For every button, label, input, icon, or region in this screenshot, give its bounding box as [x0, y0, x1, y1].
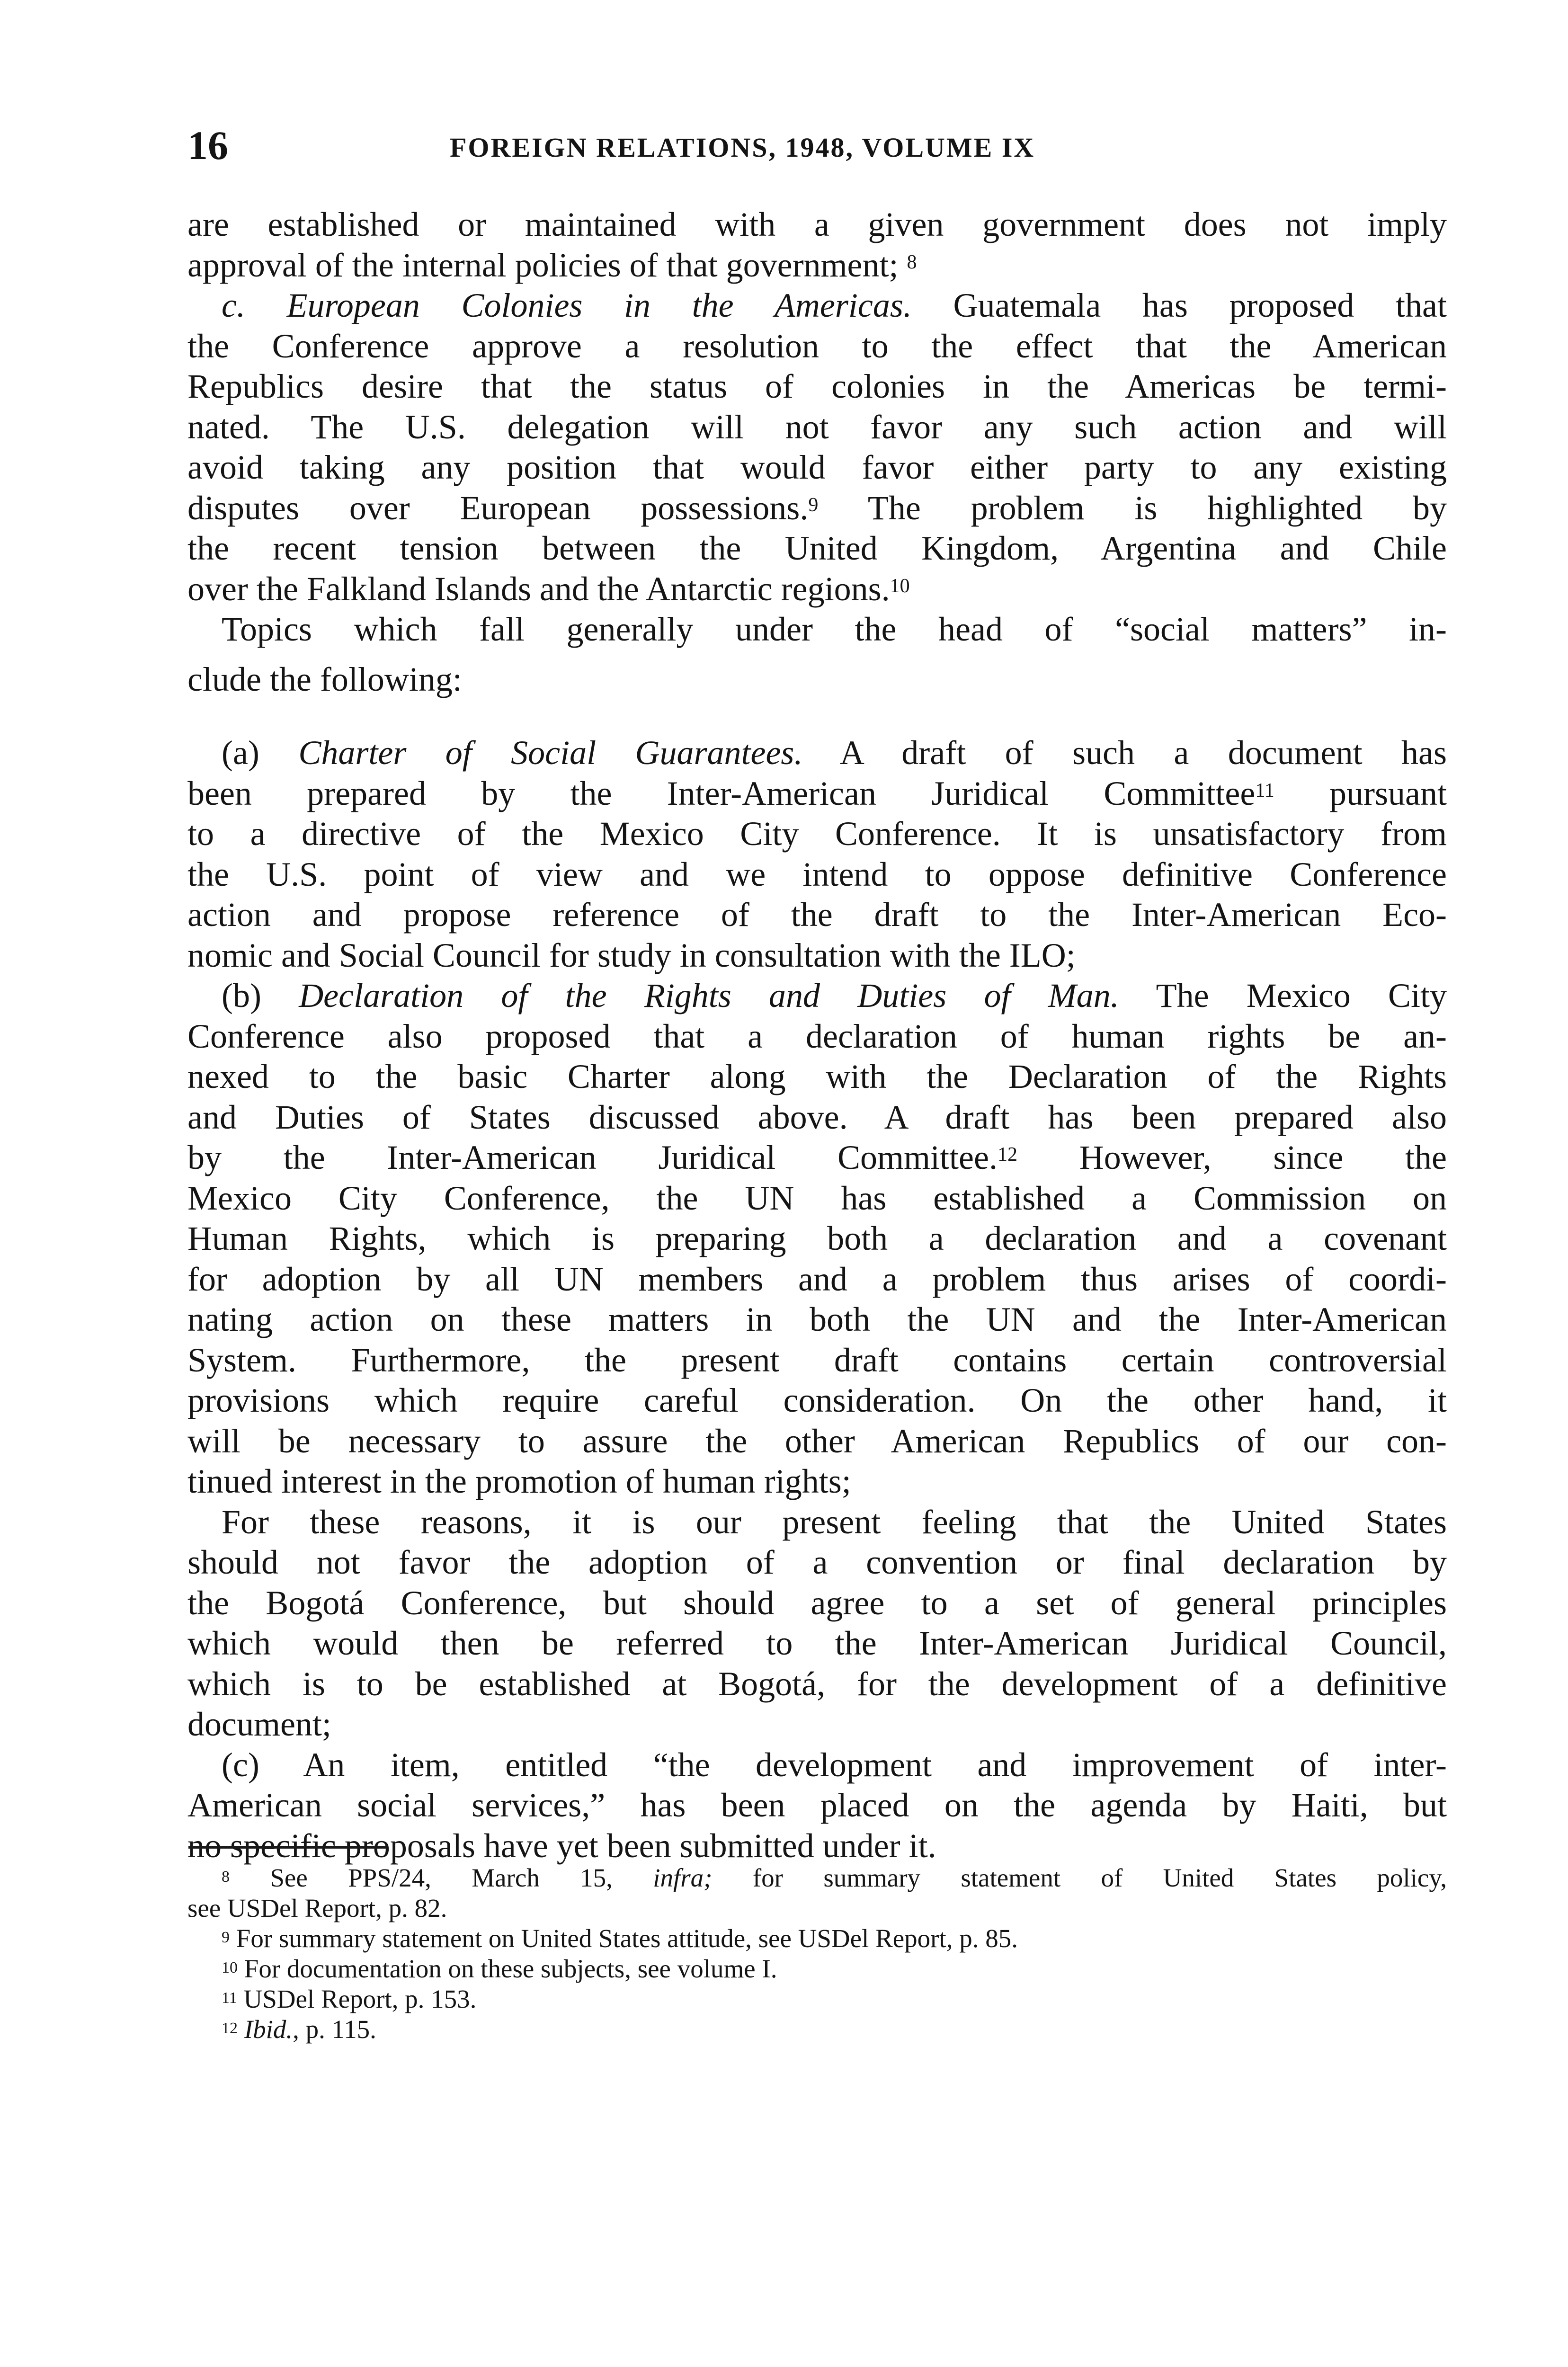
- text-span: Ibid.: [244, 2015, 293, 2044]
- section-label: Declaration of the Rights and Duties of Man.: [299, 977, 1119, 1014]
- text-line: to a directive of the Mexico City Conference. It is unsatisfactory from: [187, 815, 1447, 853]
- text-line: [187, 285, 1447, 326]
- text-line: should not favor the adoption of a convention or final declaration by: [187, 1543, 1447, 1581]
- footnote-divider: [188, 1846, 387, 1849]
- page-number: 16: [187, 123, 228, 168]
- item-prefix: (b): [222, 977, 299, 1014]
- text-line: nating action on these matters in both the UN and the Inter-American: [187, 1300, 1447, 1338]
- text-line: clude the following:: [187, 660, 462, 698]
- text-span: For summary statement on United States attitude, see USDel Report, p. 85.: [230, 1924, 1018, 1953]
- text-span: approval of the internal policies of that government;: [187, 246, 899, 284]
- text-line: [187, 976, 1447, 1016]
- text-span: by the Inter-American Juridical Committee.: [187, 1139, 998, 1176]
- text-line: and Duties of States discussed above. A draft has been prepared also: [187, 1098, 1447, 1136]
- footnote-ref-8[interactable]: 8: [907, 251, 917, 273]
- footnote-ref-12[interactable]: 12: [997, 1144, 1017, 1166]
- text-span: for summary statement of United States policy,: [712, 1863, 1447, 1892]
- footnote-number: 8: [222, 1868, 230, 1886]
- text-line: the recent tension between the United Kingdom, Argentina and Chile: [187, 529, 1447, 567]
- text-line: [187, 569, 1447, 610]
- text-span: However, since the: [1017, 1139, 1447, 1176]
- text-span: USDel Report, p. 153.: [237, 1984, 477, 2013]
- text-line: the Conference approve a resolution to the effect that the American: [187, 327, 1447, 365]
- footnote-8-continued: see USDel Report, p. 82.: [187, 1894, 447, 1922]
- text-line: Human Rights, which is preparing both a declaration and a covenant: [187, 1219, 1447, 1257]
- text-line: [187, 774, 1447, 814]
- footnote-number: 11: [222, 1989, 237, 2007]
- footnote-number: 12: [222, 2020, 238, 2037]
- text-span: For documentation on these subjects, see volume I.: [238, 1954, 777, 1983]
- text-span: disputes over European possessions.: [187, 489, 809, 527]
- text-line: Mexico City Conference, the UN has established a Commission on: [187, 1179, 1447, 1217]
- footnote-8: [187, 1863, 1447, 1893]
- running-head: [187, 119, 1428, 171]
- footnote-ref-11[interactable]: 11: [1255, 779, 1274, 801]
- text-line: nomic and Social Council for study in consultation with the ILO;: [187, 936, 1076, 974]
- text-line: American social services,” has been placed on the agenda by Haiti, but: [187, 1786, 1447, 1824]
- text-line: no specific proposals have yet been submitted under it.: [187, 1826, 936, 1865]
- text-span: infra;: [653, 1863, 713, 1892]
- section-label: c. European Colonies in the Americas.: [222, 286, 912, 324]
- text-line: Topics which fall generally under the head of “social matters” in-: [222, 610, 1447, 648]
- text-span: See PPS/24, March 15,: [230, 1863, 653, 1892]
- text-line: the U.S. point of view and we intend to oppose definitive Conference: [187, 855, 1447, 893]
- footnotes: [187, 1863, 1447, 2045]
- text-line: nexed to the basic Charter along with the Declaration of the Rights: [187, 1058, 1447, 1095]
- text-line: System. Furthermore, the present draft contains certain controversial: [187, 1341, 1447, 1379]
- item-prefix: (a): [222, 734, 299, 772]
- footnote-9: [187, 1923, 1447, 1954]
- text-line: avoid taking any position that would favor either party to any existing: [187, 448, 1447, 486]
- footnote-11: [187, 1984, 1447, 2014]
- text-line: Republics desire that the status of colonies in the Americas be termi-: [187, 367, 1447, 405]
- footnote-ref-9[interactable]: 9: [808, 494, 819, 516]
- text-line: for adoption by all UN members and a problem thus arises of coordi-: [187, 1260, 1447, 1298]
- text-line: provisions which require careful consideration. On the other hand, it: [187, 1381, 1447, 1419]
- footnote-number: 10: [222, 1959, 238, 1976]
- text-span: Guatemala has proposed that: [911, 286, 1447, 324]
- text-span: been prepared by the Inter-American Juridical Committee: [187, 774, 1256, 812]
- text-line: (c) An item, entitled “the development and improvement of inter-: [222, 1745, 1447, 1784]
- text-line: nated. The U.S. delegation will not favor any such action and will: [187, 408, 1447, 446]
- body-text: [187, 205, 1447, 1866]
- footnote-10: [187, 1954, 1447, 1984]
- footnote-number: 9: [222, 1929, 230, 1946]
- text-line: are established or maintained with a given government does not imply: [187, 205, 1447, 243]
- running-head-title: FOREIGN RELATIONS, 1948, VOLUME IX: [450, 132, 1035, 163]
- text-line: document;: [187, 1705, 331, 1743]
- section-label: Charter of Social Guarantees.: [298, 734, 803, 772]
- text-line: Conference also proposed that a declaration of human rights be an-: [187, 1017, 1447, 1055]
- footnote-12: [187, 2014, 1447, 2045]
- text-line: [187, 245, 1447, 286]
- text-span: pursuant: [1274, 774, 1447, 812]
- text-line: [187, 733, 1447, 774]
- text-line: which is to be established at Bogotá, for the development of a definitive: [187, 1664, 1447, 1703]
- text-line: tinued interest in the promotion of human rights;: [187, 1462, 851, 1500]
- text-span: The Mexico City: [1119, 977, 1447, 1014]
- text-span: A draft of such a document has: [802, 734, 1447, 772]
- text-line: will be necessary to assure the other American Republics of our con-: [187, 1422, 1447, 1460]
- text-span: , p. 115.: [293, 2015, 376, 2044]
- text-line: [187, 488, 1447, 529]
- text-line: the Bogotá Conference, but should agree to a set of general principles: [187, 1584, 1447, 1622]
- text-line: which would then be referred to the Inter-American Juridical Council,: [187, 1624, 1447, 1662]
- text-line: For these reasons, it is our present feeling that the United States: [222, 1503, 1447, 1541]
- text-line: [187, 1138, 1447, 1178]
- text-span: over the Falkland Islands and the Antarctic regions.: [187, 570, 890, 608]
- text-span: The problem is highlighted by: [818, 489, 1447, 527]
- text-line: action and propose reference of the draft to the Inter-American Eco-: [187, 896, 1447, 934]
- footnote-ref-10[interactable]: 10: [890, 575, 910, 597]
